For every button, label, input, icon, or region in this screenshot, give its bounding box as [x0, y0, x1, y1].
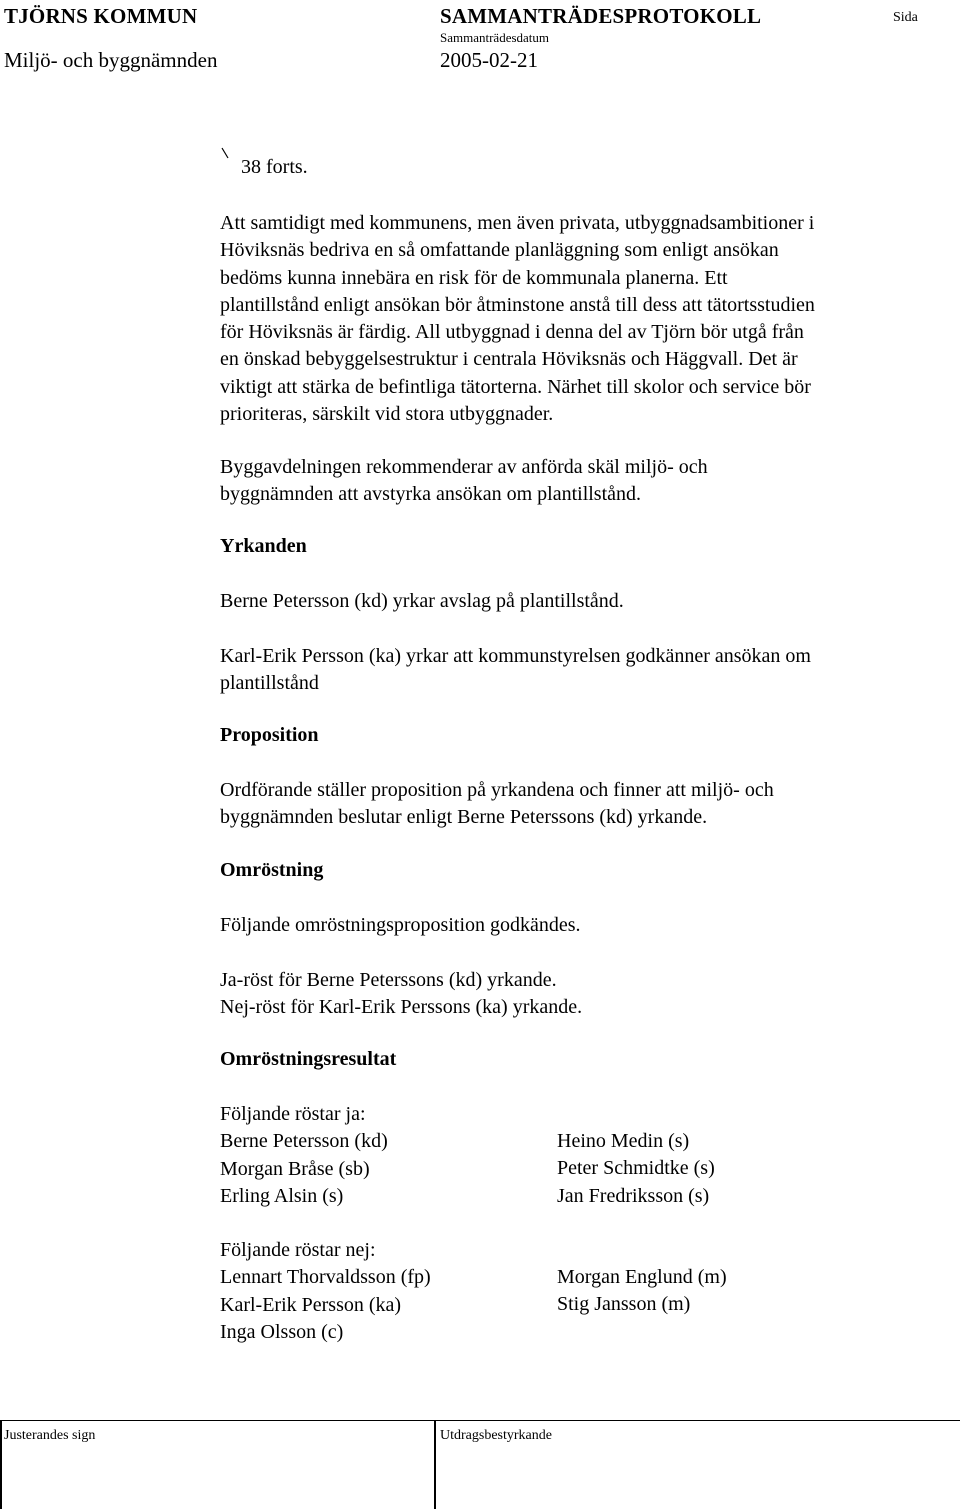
text-line: en önskad bebyggelsestruktur i centrala Höviksnäs och Häggvall. Det är — [220, 348, 798, 371]
proposition-text — [220, 777, 774, 832]
organization-name: TJÖRNS KOMMUN — [4, 4, 198, 28]
voter-name: Heino Medin (s) — [557, 1130, 690, 1152]
text-line: plantillstånd enligt ansökan bör åtminstone anstå till dess att tätortsstudien — [220, 293, 815, 316]
section-reference-text: 38 forts. — [241, 156, 308, 178]
footer-extract-label: Utdragsbestyrkande — [440, 1428, 552, 1443]
heading-omrostning: Omröstning — [220, 859, 324, 881]
no-label: Följande röstar nej: — [220, 1239, 376, 1261]
voter-name: Morgan Englund (m) — [557, 1266, 727, 1288]
motion-karl-erik — [220, 643, 811, 698]
heading-yrkanden: Yrkanden — [220, 535, 307, 557]
section-reference — [220, 156, 308, 179]
voter-name: Jan Fredriksson (s) — [557, 1184, 710, 1207]
ja-vote-option: Ja-röst för Berne Peterssons (kd) yrkande. — [220, 969, 557, 991]
heading-proposition: Proposition — [220, 724, 319, 746]
meeting-date-label: Sammanträdesdatum — [440, 30, 550, 45]
nej-vote-option: Nej-röst för Karl-Erik Perssons (ka) yrkande. — [220, 996, 583, 1019]
document-type: SAMMANTRÄDESPROTOKOLL — [440, 4, 762, 28]
footer-divider-middle — [434, 1420, 436, 1509]
paragraph-assessment — [220, 210, 815, 428]
text-line: prioriteras, särskilt vid stora utbyggnader. — [220, 403, 554, 426]
voter-name: Morgan Bråse (sb) — [220, 1157, 370, 1180]
text-line: bedöms kunna innebära en risk för de kommunala planerna. Ett — [220, 266, 728, 289]
text-line: för Höviksnäs är färdig. All utbyggnad i denna del av Tjörn bör utgå från — [220, 321, 804, 344]
text-line: Byggavdelningen rekommenderar av anförda skäl miljö- och — [220, 456, 708, 478]
heading-omrostningsresultat: Omröstningsresultat — [220, 1048, 397, 1070]
footer-rule — [0, 1420, 960, 1421]
paragraph-recommendation — [220, 454, 708, 509]
footer-divider-left — [0, 1420, 2, 1509]
footer-sign-label: Justerandes sign — [4, 1428, 96, 1443]
text-line: Höviksnäs bedriva en så omfattande planläggning som enligt ansökan — [220, 239, 779, 262]
voter-name: Berne Petersson (kd) — [220, 1130, 388, 1153]
section-mark-icon — [220, 161, 230, 173]
text-line: Karl-Erik Persson (ka) yrkar att kommunstyrelsen godkänner ansökan om — [220, 645, 811, 667]
committee-name: Miljö- och byggnämnden — [4, 48, 218, 72]
voter-name: Lennart Thorvaldsson (fp) — [220, 1266, 431, 1289]
text-line: Ordförande ställer proposition på yrkandena och finner att miljö- och — [220, 779, 774, 801]
text-line: byggnämnden att avstyrka ansökan om plantillstånd. — [220, 483, 642, 506]
voter-name: Stig Jansson (m) — [557, 1293, 691, 1316]
voter-name: Karl-Erik Persson (ka) — [220, 1293, 402, 1316]
omrostning-text: Följande omröstningsproposition godkändes. — [220, 914, 581, 936]
vote-options — [220, 967, 582, 1022]
motion-berne: Berne Petersson (kd) yrkar avslag på plantillstånd. — [220, 590, 624, 612]
text-line: byggnämnden beslutar enligt Berne Peterssons (kd) yrkande. — [220, 806, 708, 829]
text-line: Att samtidigt med kommunens, men även privata, utbyggnadsambitioner i — [220, 212, 815, 234]
meeting-date: 2005-02-21 — [440, 48, 538, 72]
voter-name: Peter Schmidtke (s) — [557, 1157, 715, 1180]
page-label: Sida — [893, 10, 918, 25]
text-line: viktigt att stärka de befintliga tätorterna. Närhet till skolor och service bör — [220, 375, 811, 398]
no-voters-right — [557, 1264, 727, 1319]
voter-name: Inga Olsson (c) — [220, 1320, 344, 1343]
no-voters-left — [220, 1237, 431, 1346]
text-line: plantillstånd — [220, 672, 319, 695]
yes-voters-right — [557, 1128, 715, 1210]
yes-voters-left — [220, 1101, 388, 1210]
yes-label: Följande röstar ja: — [220, 1103, 366, 1125]
voter-name: Erling Alsin (s) — [220, 1184, 344, 1207]
